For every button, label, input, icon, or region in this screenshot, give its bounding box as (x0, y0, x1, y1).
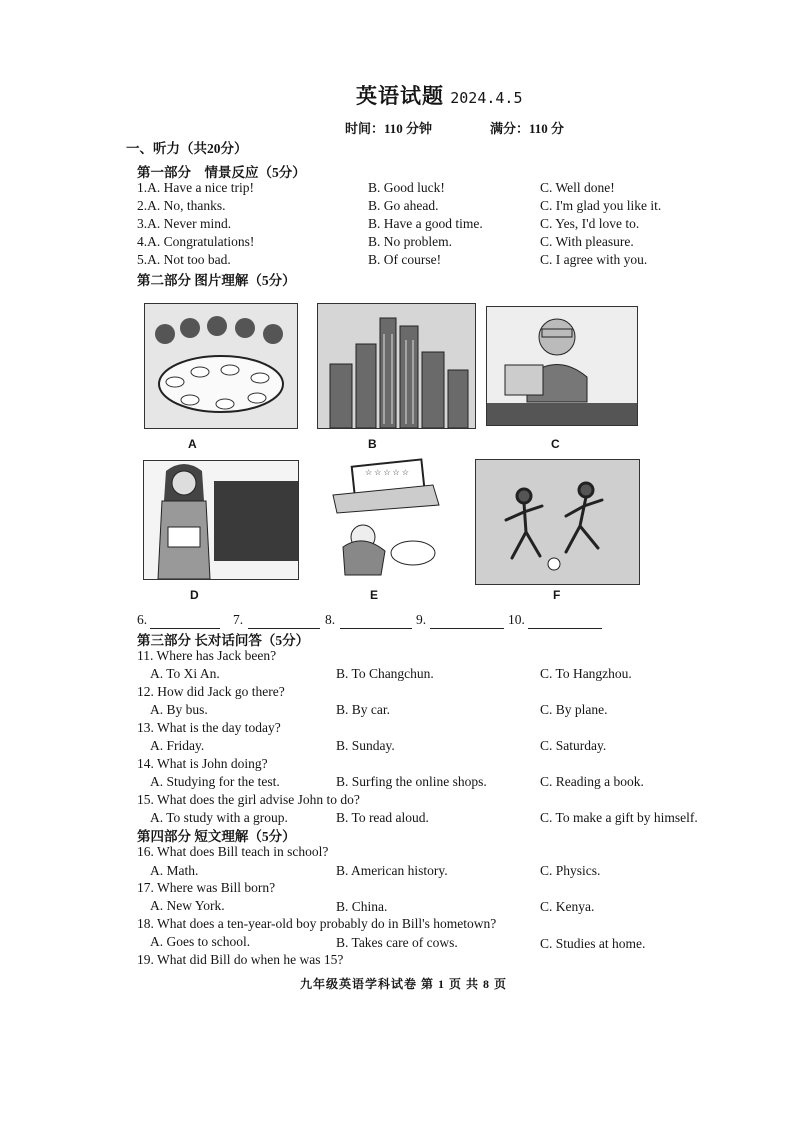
item-2-a: 2.A. No, thanks. (137, 198, 226, 213)
q18-option-b: B. Takes care of cows. (336, 935, 458, 950)
question-14: 14. What is John doing? (137, 756, 268, 771)
item-1-c: C. Well done! (540, 180, 615, 195)
picture-b-skyscrapers (317, 303, 476, 429)
question-11: 11. Where has Jack been? (137, 648, 277, 663)
item-1-b: B. Good luck! (368, 180, 445, 195)
q16-option-c: C. Physics. (540, 863, 601, 878)
q14-option-a: A. Studying for the test. (150, 774, 280, 789)
blank-label-6: 6. (137, 612, 148, 627)
picture-c-computer (486, 306, 638, 426)
q15-option-b: B. To read aloud. (336, 810, 429, 825)
question-15: 15. What does the girl advise John to do? (137, 792, 360, 807)
q11-option-a: A. To Xi An. (150, 666, 220, 681)
picture-label-e: E (370, 588, 379, 602)
item-5-b: B. Of course! (368, 252, 442, 267)
picture-d-teacher (143, 460, 299, 580)
item-5-c: C. I agree with you. (540, 252, 648, 267)
section-heading-listening: 一、听力（共20分） (126, 141, 248, 156)
item-3-b: B. Have a good time. (368, 216, 483, 231)
q15-option-c: C. To make a gift by himself. (540, 810, 698, 825)
question-19: 19. What did Bill do when he was 15? (137, 952, 344, 967)
question-13: 13. What is the day today? (137, 720, 281, 735)
picture-f-football (475, 459, 640, 585)
item-1-a: 1.A. Have a nice trip! (137, 180, 254, 195)
q18-option-a: A. Goes to school. (150, 934, 251, 949)
part1-heading: 第一部分 情景反应（5分） (137, 165, 306, 180)
q14-option-c: C. Reading a book. (540, 774, 644, 789)
answer-blank-10[interactable] (528, 628, 602, 629)
item-4-a: 4.A. Congratulations! (137, 234, 255, 249)
q13-option-a: A. Friday. (150, 738, 205, 753)
blank-label-10: 10. (508, 612, 525, 627)
page-footer: 九年级英语学科试卷 第 1 页 共 8 页 (300, 977, 508, 991)
q13-option-b: B. Sunday. (336, 738, 395, 753)
q11-option-c: C. To Hangzhou. (540, 666, 632, 681)
picture-label-a: A (188, 437, 197, 451)
item-4-b: B. No problem. (368, 234, 452, 249)
q17-option-a: A. New York. (150, 898, 225, 913)
answer-blank-9[interactable] (430, 628, 504, 629)
question-16: 16. What does Bill teach in school? (137, 844, 329, 859)
answer-blank-8[interactable] (340, 628, 412, 629)
item-5-a: 5.A. Not too bad. (137, 252, 231, 267)
q12-option-a: A. By bus. (150, 702, 208, 717)
time-limit: 时间：110 分钟 (345, 121, 433, 136)
picture-label-f: F (553, 588, 561, 602)
q17-option-c: C. Kenya. (540, 899, 595, 914)
question-17: 17. Where was Bill born? (137, 880, 276, 895)
picture-label-d: D (190, 588, 199, 602)
item-3-c: C. Yes, I'd love to. (540, 216, 640, 231)
picture-label-c: C (551, 437, 560, 451)
blank-label-7: 7. (233, 612, 244, 627)
exam-title (356, 80, 523, 110)
part3-heading: 第三部分 长对话问答（5分） (137, 633, 310, 648)
q12-option-c: C. By plane. (540, 702, 608, 717)
blank-label-9: 9. (416, 612, 427, 627)
q12-option-b: B. By car. (336, 702, 390, 717)
picture-label-b: B (368, 437, 377, 451)
q17-option-b: B. China. (336, 899, 388, 914)
question-12: 12. How did Jack go there? (137, 684, 285, 699)
blank-label-8: 8. (325, 612, 336, 627)
picture-e-cartoon (313, 455, 463, 579)
question-18: 18. What does a ten-year-old boy probably do in Bill's hometown? (137, 916, 497, 931)
picture-a-dinner (144, 303, 298, 429)
q11-option-b: B. To Changchun. (336, 666, 434, 681)
q15-option-a: A. To study with a group. (150, 810, 288, 825)
part2-heading: 第二部分 图片理解（5分） (137, 273, 296, 288)
q14-option-b: B. Surfing the online shops. (336, 774, 487, 789)
title-text: 英语试题 (356, 84, 444, 108)
svg-text:☆ ☆ ☆ ☆ ☆: ☆ ☆ ☆ ☆ ☆ (365, 468, 409, 477)
item-2-b: B. Go ahead. (368, 198, 439, 213)
full-score: 满分：110 分 (490, 121, 565, 136)
q16-option-b: B. American history. (336, 863, 448, 878)
part4-heading: 第四部分 短文理解（5分） (137, 829, 296, 844)
exam-date: 2024.4.5 (450, 89, 523, 107)
item-2-c: C. I'm glad you like it. (540, 198, 662, 213)
q18-option-c: C. Studies at home. (540, 936, 646, 951)
item-4-c: C. With pleasure. (540, 234, 634, 249)
item-3-a: 3.A. Never mind. (137, 216, 232, 231)
q13-option-c: C. Saturday. (540, 738, 607, 753)
q16-option-a: A. Math. (150, 863, 199, 878)
